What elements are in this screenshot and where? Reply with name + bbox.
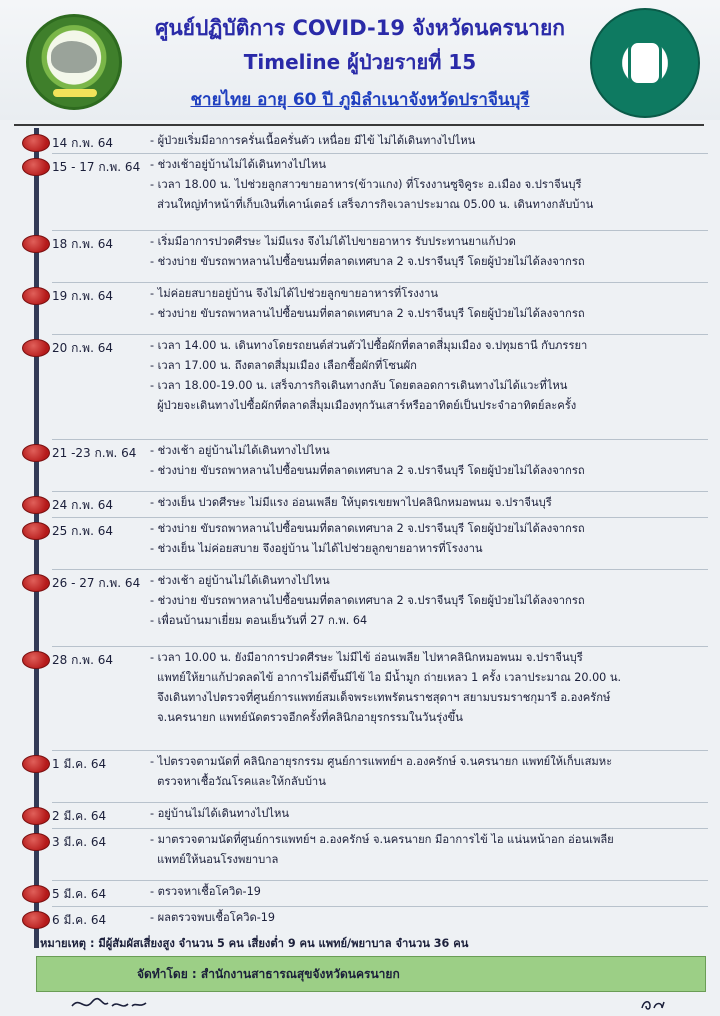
row-divider	[52, 334, 708, 335]
timeline-event: - ช่วงบ่าย ขับรถพาหลานไปซื้อขนมที่ตลาดเทศบาล 2 จ.ปราจีนบุรี โดยผู้ป่วยไม่ได้ลงจากรถ	[150, 464, 585, 477]
timeline-events	[150, 752, 710, 792]
timeline-dot-icon	[22, 444, 50, 462]
timeline-date: 20 ก.พ. 64	[52, 341, 113, 355]
row-divider	[52, 569, 708, 570]
timeline-event: - เวลา 14.00 น. เดินทางโดยรถยนต์ส่วนตัวไปซื้อผักที่ตลาดสี่มุมเมือง จ.ปทุมธานี กับภรรยา	[150, 339, 588, 352]
timeline-dot-icon	[22, 885, 50, 903]
document-header	[0, 0, 720, 120]
timeline-dot-icon	[22, 651, 50, 669]
row-divider	[52, 491, 708, 492]
timeline-event: - ช่วงเช้า อยู่บ้านไม่ได้เดินทางไปไหน	[150, 574, 330, 587]
timeline-events	[150, 155, 710, 215]
timeline-events	[150, 804, 710, 824]
timeline-date: 5 มี.ค. 64	[52, 887, 107, 901]
timeline-event: - เริ่มมีอาการปวดศีรษะ ไม่มีแรง จึงไม่ได้ไปขายอาหาร รับประทานยาแก้ปวด	[150, 235, 516, 248]
timeline-event: - ผลตรวจพบเชื้อโควิด-19	[150, 911, 276, 924]
timeline-events	[150, 519, 710, 559]
timeline-event: - ช่วงเย็น ปวดศีรษะ ไม่มีแรง อ่อนเพลีย ให้บุตรเขยพาไปคลินิกหมอพนม จ.ปราจีนบุรี	[150, 496, 552, 509]
timeline-event: - เพื่อนบ้านมาเยี่ยม ตอนเย็นวันที่ 27 ก.พ. 64	[150, 614, 368, 627]
timeline-date: 24 ก.พ. 64	[52, 498, 113, 512]
timeline-event: ส่วนใหญ่ทำหน้าที่เก็บเงินที่เคาน์เตอร์ เสร็จภารกิจเวลาประมาณ 05.00 น. เดินทางกลับบ้าน	[150, 198, 594, 211]
timeline-event: - ช่วงเย็น ไม่ค่อยสบาย จึงอยู่บ้าน ไม่ได้ไปช่วยลูกขายอาหารที่โรงงาน	[150, 542, 483, 555]
timeline-dot-icon	[22, 158, 50, 176]
logo-ribbon	[53, 89, 97, 97]
timeline-date: 18 ก.พ. 64	[52, 237, 113, 251]
timeline-event: - ช่วงบ่าย ขับรถพาหลานไปซื้อขนมที่ตลาดเทศบาล 2 จ.ปราจีนบุรี โดยผู้ป่วยไม่ได้ลงจากรถ	[150, 594, 585, 607]
timeline-date: 25 ก.พ. 64	[52, 524, 113, 538]
row-divider	[52, 828, 708, 829]
timeline-date: 21 -23 ก.พ. 64	[52, 446, 137, 460]
row-divider	[52, 517, 708, 518]
timeline-events	[150, 284, 710, 324]
timeline-event: ผู้ป่วยจะเดินทางไปซื้อผักที่ตลาดสี่มุมเมืองทุกวันเสาร์หรืออาทิตย์เป็นประจำอาทิตย์ละครั้ง	[150, 399, 577, 412]
timeline-event: แพทย์ให้นอนโรงพยาบาล	[150, 853, 279, 866]
timeline-date: 3 มี.ค. 64	[52, 835, 107, 849]
timeline-date: 26 - 27 ก.พ. 64	[52, 576, 141, 590]
timeline-dot-icon	[22, 287, 50, 305]
timeline-date: 14 ก.พ. 64	[52, 136, 113, 150]
row-divider	[52, 802, 708, 803]
timeline-dot-icon	[22, 833, 50, 851]
timeline-dot-icon	[22, 339, 50, 357]
patient-summary: ชายไทย อายุ 60 ปี ภูมิลำเนาจังหวัดปราจีนบุรี	[190, 90, 530, 110]
timeline-dot-icon	[22, 235, 50, 253]
timeline-events	[150, 830, 710, 870]
timeline-event: - เวลา 18.00 น. ไปช่วยลูกสาวขายอาหาร(ข้าวแกง) ที่โรงงานซูจิคูระ อ.เมือง จ.ปราจีนบุรี	[150, 178, 582, 191]
timeline-event: จึงเดินทางไปตรวจที่ศูนย์การแพทย์สมเด็จพระเทพรัตนราชสุดาฯ สยามบรมราชกุมารี อ.องครักษ์	[150, 691, 611, 704]
row-divider	[52, 153, 708, 154]
timeline-events	[150, 232, 710, 272]
timeline-event: - ไปตรวจตามนัดที่ คลินิกอายุรกรรม ศูนย์การแพทย์ฯ อ.องครักษ์ จ.นครนายก แพทย์ให้เก็บเสมหะ	[150, 755, 613, 768]
timeline-event: - เวลา 17.00 น. ถึงตลาดสี่มุมเมือง เลือกซื้อผักที่โซนผัก	[150, 359, 417, 372]
timeline-event: - เวลา 10.00 น. ยังมีอาการปวดศีรษะ ไม่มีไข้ อ่อนเพลีย ไปหาคลินิกหมอพนม จ.ปราจีนบุรี	[150, 651, 583, 664]
timeline-event: - ผู้ป่วยเริ่มมีอาการครั่นเนื้อครั่นตัว เหนื่อย มีไข้ ไม่ได้เดินทางไปไหน	[150, 134, 476, 147]
row-divider	[52, 439, 708, 440]
timeline-date: 6 มี.ค. 64	[52, 913, 107, 927]
timeline-event: - เวลา 18.00-19.00 น. เสร็จภารกิจเดินทางกลับ โดยตลอดการเดินทางไม่ได้แวะที่ไหน	[150, 379, 568, 392]
timeline-dot-icon	[22, 911, 50, 929]
timeline-dot-icon	[22, 574, 50, 592]
initials-icon	[638, 996, 668, 1014]
prepared-by-text: จัดทำโดย : สำนักงานสาธารณสุขจังหวัดนครนายก	[137, 966, 400, 981]
timeline-date: 15 - 17 ก.พ. 64	[52, 160, 141, 174]
timeline-events	[150, 441, 710, 481]
prepared-by-banner	[36, 956, 706, 992]
timeline-event: - ช่วงบ่าย ขับรถพาหลานไปซื้อขนมที่ตลาดเทศบาล 2 จ.ปราจีนบุรี โดยผู้ป่วยไม่ได้ลงจากรถ	[150, 307, 585, 320]
timeline-event: - ช่วงเช้า อยู่บ้านไม่ได้เดินทางไปไหน	[150, 444, 330, 457]
row-divider	[52, 906, 708, 907]
timeline-event: - ช่วงบ่าย ขับรถพาหลานไปซื้อขนมที่ตลาดเทศบาล 2 จ.ปราจีนบุรี โดยผู้ป่วยไม่ได้ลงจากรถ	[150, 255, 585, 268]
timeline-event: - ช่วงบ่าย ขับรถพาหลานไปซื้อขนมที่ตลาดเทศบาล 2 จ.ปราจีนบุรี โดยผู้ป่วยไม่ได้ลงจากรถ	[150, 522, 585, 535]
timeline-date: 28 ก.พ. 64	[52, 653, 113, 667]
row-divider	[52, 646, 708, 647]
row-divider	[52, 750, 708, 751]
timeline-dot-icon	[22, 755, 50, 773]
timeline-events	[150, 648, 710, 728]
ministry-of-public-health-logo	[590, 8, 700, 118]
timeline-event: - มาตรวจตามนัดที่ศูนย์การแพทย์ฯ อ.องครักษ์ จ.นครนายก มีอาการไข้ ไอ แน่นหน้าอก อ่อนเพลีย	[150, 833, 614, 846]
timeline-date: 2 มี.ค. 64	[52, 809, 107, 823]
timeline-dot-icon	[22, 134, 50, 152]
timeline-dot-icon	[22, 496, 50, 514]
timeline-events	[150, 493, 710, 513]
nakhon-nayok-province-logo	[26, 14, 122, 110]
row-divider	[52, 880, 708, 881]
timeline-dot-icon	[22, 522, 50, 540]
elephant-icon	[51, 41, 97, 73]
timeline-event: จ.นครนายก แพทย์นัดตรวจอีกครั้งที่คลินิกอายุรกรรมในวันรุ่งขึ้น	[150, 711, 463, 724]
page-title: ศูนย์ปฏิบัติการ COVID-19 จังหวัดนครนายก	[154, 16, 565, 40]
row-divider	[52, 230, 708, 231]
timeline-events	[150, 336, 710, 416]
timeline-events	[150, 908, 710, 928]
caduceus-icon	[628, 40, 662, 86]
timeline-date: 19 ก.พ. 64	[52, 289, 113, 303]
page-subtitle: Timeline ผู้ป่วยรายที่ 15	[243, 50, 477, 74]
timeline-events	[150, 882, 710, 902]
timeline-dot-icon	[22, 807, 50, 825]
timeline-event: - ตรวจหาเชื้อโควิด-19	[150, 885, 261, 898]
timeline-events	[150, 571, 710, 631]
timeline-event: - ช่วงเช้าอยู่บ้านไม่ได้เดินทางไปไหน	[150, 158, 327, 171]
timeline-event: แพทย์ให้ยาแก้ปวดลดไข้ อาการไม่ดีขึ้นมีไข้ ไอ มีน้ำมูก ถ่ายเหลว 1 ครั้ง เวลาประมาณ 20.00 น.	[150, 671, 622, 684]
contact-note: หมายเหตุ : มีผู้สัมผัสเสี่ยงสูง จำนวน 5 คน เสี่ยงต่ำ 9 คน แพทย์/พยาบาล จำนวน 36 คน	[40, 937, 469, 950]
row-divider	[52, 282, 708, 283]
timeline-event: - ไม่ค่อยสบายอยู่บ้าน จึงไม่ได้ไปช่วยลูกขายอาหารที่โรงงาน	[150, 287, 439, 300]
timeline-events	[150, 131, 710, 151]
timeline-date: 1 มี.ค. 64	[52, 757, 107, 771]
header-divider	[14, 124, 704, 126]
timeline-event: ตรวจหาเชื้อวัณโรคและให้กลับบ้าน	[150, 775, 326, 788]
timeline-event: - อยู่บ้านไม่ได้เดินทางไปไหน	[150, 807, 290, 820]
signature-icon	[70, 994, 160, 1014]
